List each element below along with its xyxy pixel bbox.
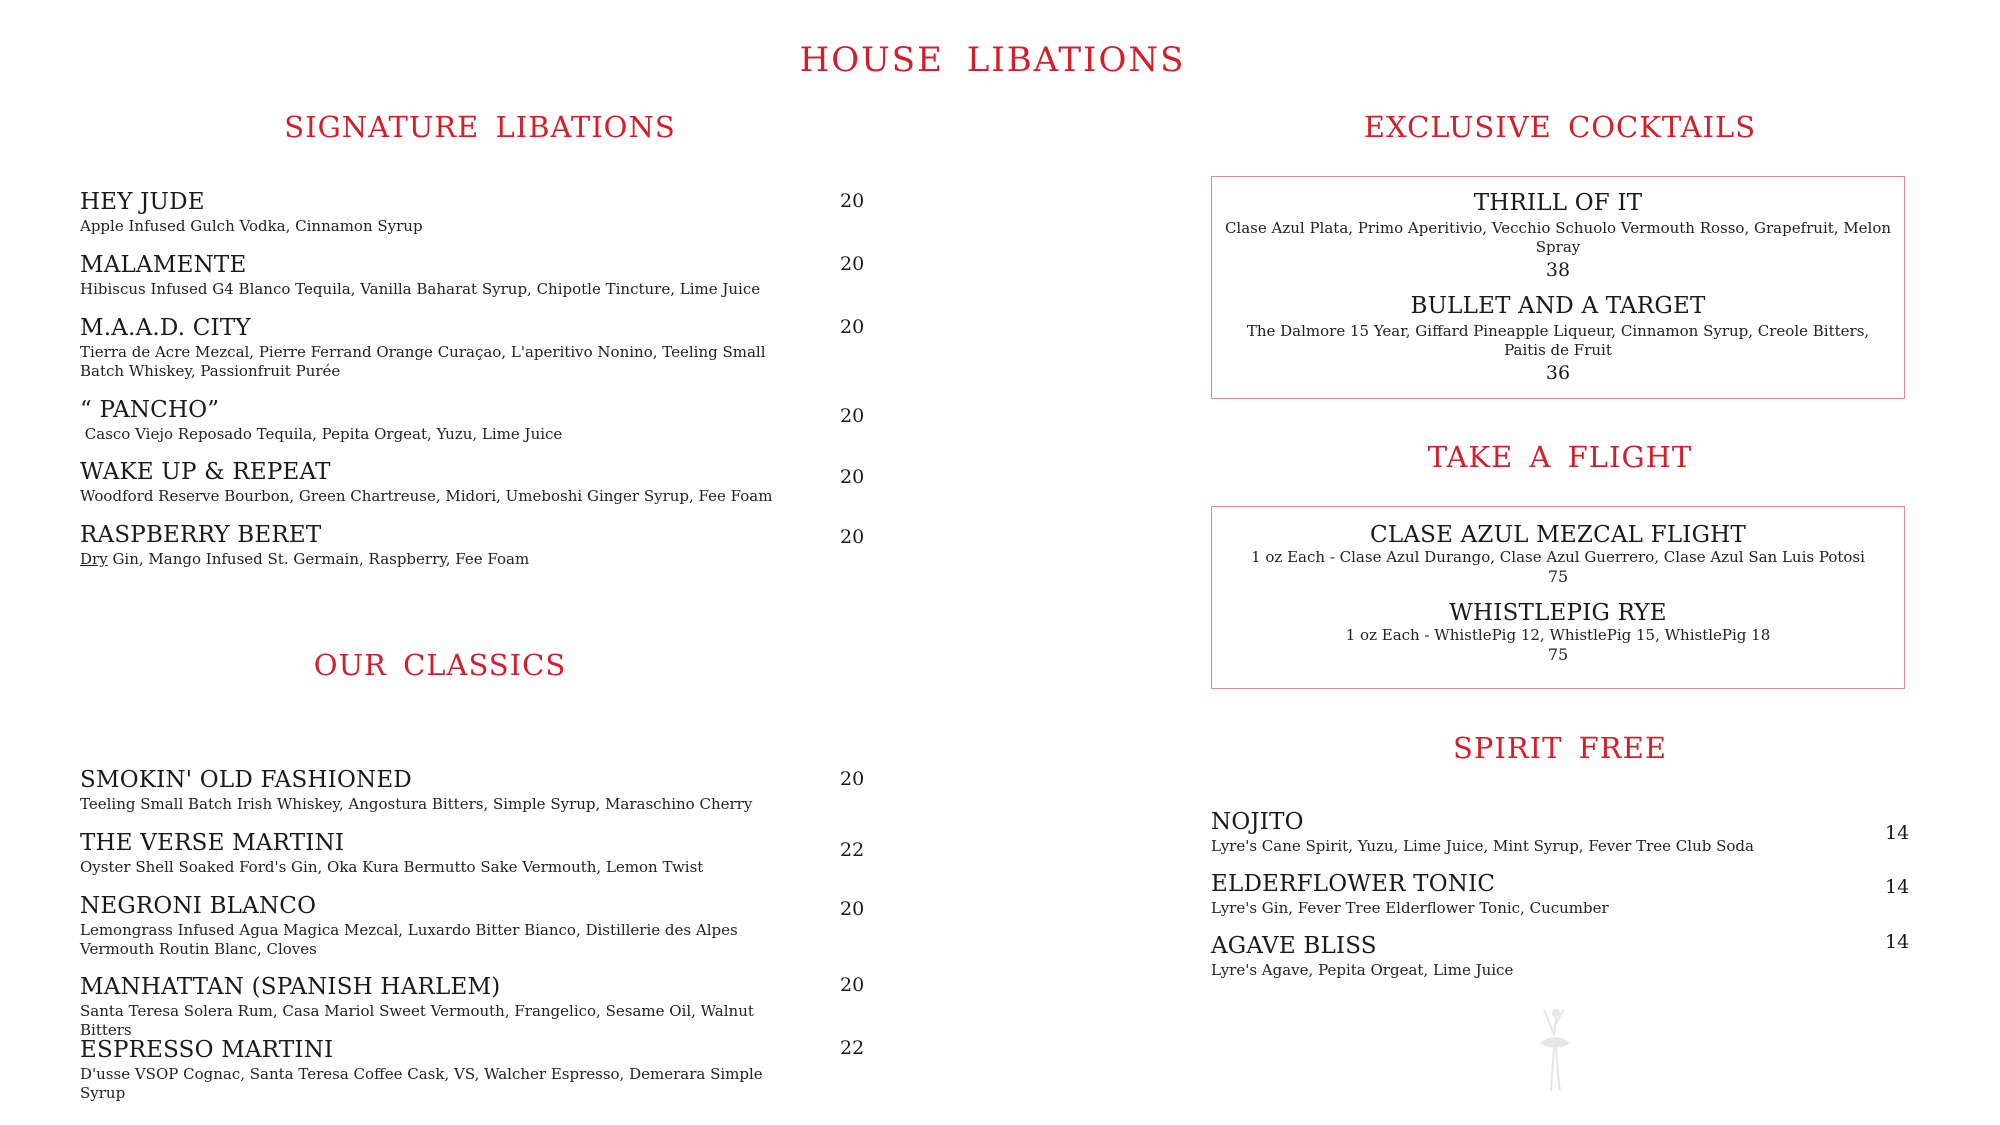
menu-item: [1212, 293, 1904, 384]
item-name: MANHATTAN (SPANISH HARLEM): [80, 974, 501, 1000]
item-name: NEGRONI BLANCO: [80, 893, 317, 919]
menu-item: [80, 767, 880, 814]
item-price: 20: [840, 190, 865, 212]
item-name: ELDERFLOWER TONIC: [1211, 871, 1496, 897]
menu-item: [80, 252, 880, 299]
item-price: 20: [840, 768, 865, 790]
item-description: Santa Teresa Solera Rum, Casa Mariol Sweet Vermouth, Frangelico, Sesame Oil, Walnut Bitters: [80, 1002, 754, 1039]
item-description: [80, 550, 780, 569]
item-description: D'usse VSOP Cognac, Santa Teresa Coffee Cask, VS, Walcher Espresso, Demerara Simple Syrup: [80, 1065, 763, 1102]
item-price: 75: [1547, 567, 1569, 586]
item-name: CLASE AZUL MEZCAL FLIGHT: [1370, 522, 1746, 548]
item-description: Teeling Small Batch Irish Whiskey, Angostura Bitters, Simple Syrup, Maraschino Cherry: [80, 795, 753, 813]
signature-heading: SIGNATURE LIBATIONS: [284, 110, 676, 144]
menu-item: [80, 1037, 880, 1103]
flight-heading: TAKE A FLIGHT: [1427, 440, 1693, 474]
page-title: HOUSE LIBATIONS: [799, 40, 1186, 80]
exclusive-box: [1211, 176, 1905, 399]
menu-item: [80, 830, 880, 877]
item-name: THE VERSE MARTINI: [80, 830, 345, 856]
item-description: Hibiscus Infused G4 Blanco Tequila, Vanilla Baharat Syrup, Chipotle Tincture, Lime Juice: [80, 280, 761, 298]
menu-item: [1212, 522, 1904, 586]
menu-item: [80, 974, 880, 1040]
item-price: 75: [1547, 645, 1569, 664]
item-price: 22: [840, 839, 865, 861]
item-price: 36: [1545, 362, 1571, 384]
item-name: M.A.A.D. CITY: [80, 315, 251, 341]
item-description: Tierra de Acre Mezcal, Pierre Ferrand Orange Curaçao, L'aperitivo Nonino, Teeling Small Batch Whiskey, Passionfruit Purée: [80, 343, 766, 380]
item-price: 14: [1885, 876, 1910, 898]
item-price: 14: [1885, 931, 1910, 953]
item-price: 20: [840, 405, 865, 427]
item-name: HEY JUDE: [80, 189, 205, 215]
ballerina-icon: [1530, 1005, 1580, 1095]
item-price: 20: [840, 316, 865, 338]
item-name: WHISTLEPIG RYE: [1449, 600, 1667, 626]
item-description: Casco Viejo Reposado Tequila, Pepita Orgeat, Yuzu, Lime Juice: [80, 425, 563, 443]
menu-item: [80, 397, 880, 444]
menu-item: [1211, 933, 1811, 980]
item-name: MALAMENTE: [80, 252, 247, 278]
item-name: “ PANCHO”: [80, 397, 220, 423]
item-description: Oyster Shell Soaked Ford's Gin, Oka Kura Bermutto Sake Vermouth, Lemon Twist: [80, 858, 704, 876]
item-description: Lyre's Gin, Fever Tree Elderflower Tonic, Cucumber: [1211, 899, 1609, 917]
menu-item: [1212, 190, 1904, 281]
menu-item: [80, 189, 880, 236]
flight-box: [1211, 506, 1905, 689]
menu-item: [1211, 809, 1811, 856]
menu-item: [1211, 871, 1811, 918]
item-description: Lyre's Cane Spirit, Yuzu, Lime Juice, Mint Syrup, Fever Tree Club Soda: [1211, 837, 1754, 855]
item-name: THRILL OF IT: [1473, 190, 1643, 216]
menu-item: [80, 459, 880, 506]
item-name: ESPRESSO MARTINI: [80, 1037, 334, 1063]
item-description: 1 oz Each - Clase Azul Durango, Clase Azul Guerrero, Clase Azul San Luis Potosi: [1251, 548, 1865, 566]
menu-item: [80, 522, 880, 569]
item-price: 20: [840, 253, 865, 275]
item-description: The Dalmore 15 Year, Giffard Pineapple Liqueur, Cinnamon Syrup, Creole Bitters, Paitis de Fruit: [1246, 322, 1870, 359]
underlined-word: Dry: [80, 550, 108, 568]
item-price: 20: [840, 898, 865, 920]
item-price: 20: [840, 466, 865, 488]
classics-heading: OUR CLASSICS: [313, 648, 567, 682]
item-price: 22: [840, 1037, 865, 1059]
item-description: Clase Azul Plata, Primo Aperitivio, Vecchio Schuolo Vermouth Rosso, Grapefruit, Melon Spray: [1224, 219, 1892, 256]
menu-item: [80, 893, 880, 959]
menu-item: [1212, 600, 1904, 664]
item-name: NOJITO: [1211, 809, 1304, 835]
item-name: WAKE UP & REPEAT: [80, 459, 331, 485]
item-price: 20: [840, 974, 865, 996]
item-description: Apple Infused Gulch Vodka, Cinnamon Syrup: [80, 217, 423, 235]
item-description: Lemongrass Infused Agua Magica Mezcal, Luxardo Bitter Bianco, Distillerie des Alpes Vermouth Routin Blanc, Cloves: [80, 921, 738, 958]
spirit-free-heading: SPIRIT FREE: [1453, 731, 1667, 765]
exclusive-heading: EXCLUSIVE COCKTAILS: [1363, 110, 1757, 144]
item-description: 1 oz Each - WhistlePig 12, WhistlePig 15, WhistlePig 18: [1345, 626, 1771, 644]
item-description: Lyre's Agave, Pepita Orgeat, Lime Juice: [1211, 961, 1514, 979]
item-price: 14: [1885, 822, 1910, 844]
menu-item: [80, 315, 880, 381]
item-name: RASPBERRY BERET: [80, 522, 322, 548]
item-description-rest: Gin, Mango Infused St. Germain, Raspberry, Fee Foam: [107, 550, 530, 568]
item-price: 20: [840, 526, 865, 548]
item-name: AGAVE BLISS: [1211, 933, 1377, 959]
item-name: SMOKIN' OLD FASHIONED: [80, 767, 412, 793]
item-name: BULLET AND A TARGET: [1410, 293, 1706, 319]
item-description: Woodford Reserve Bourbon, Green Chartreuse, Midori, Umeboshi Ginger Syrup, Fee Foam: [80, 487, 773, 505]
item-price: 38: [1545, 259, 1571, 281]
